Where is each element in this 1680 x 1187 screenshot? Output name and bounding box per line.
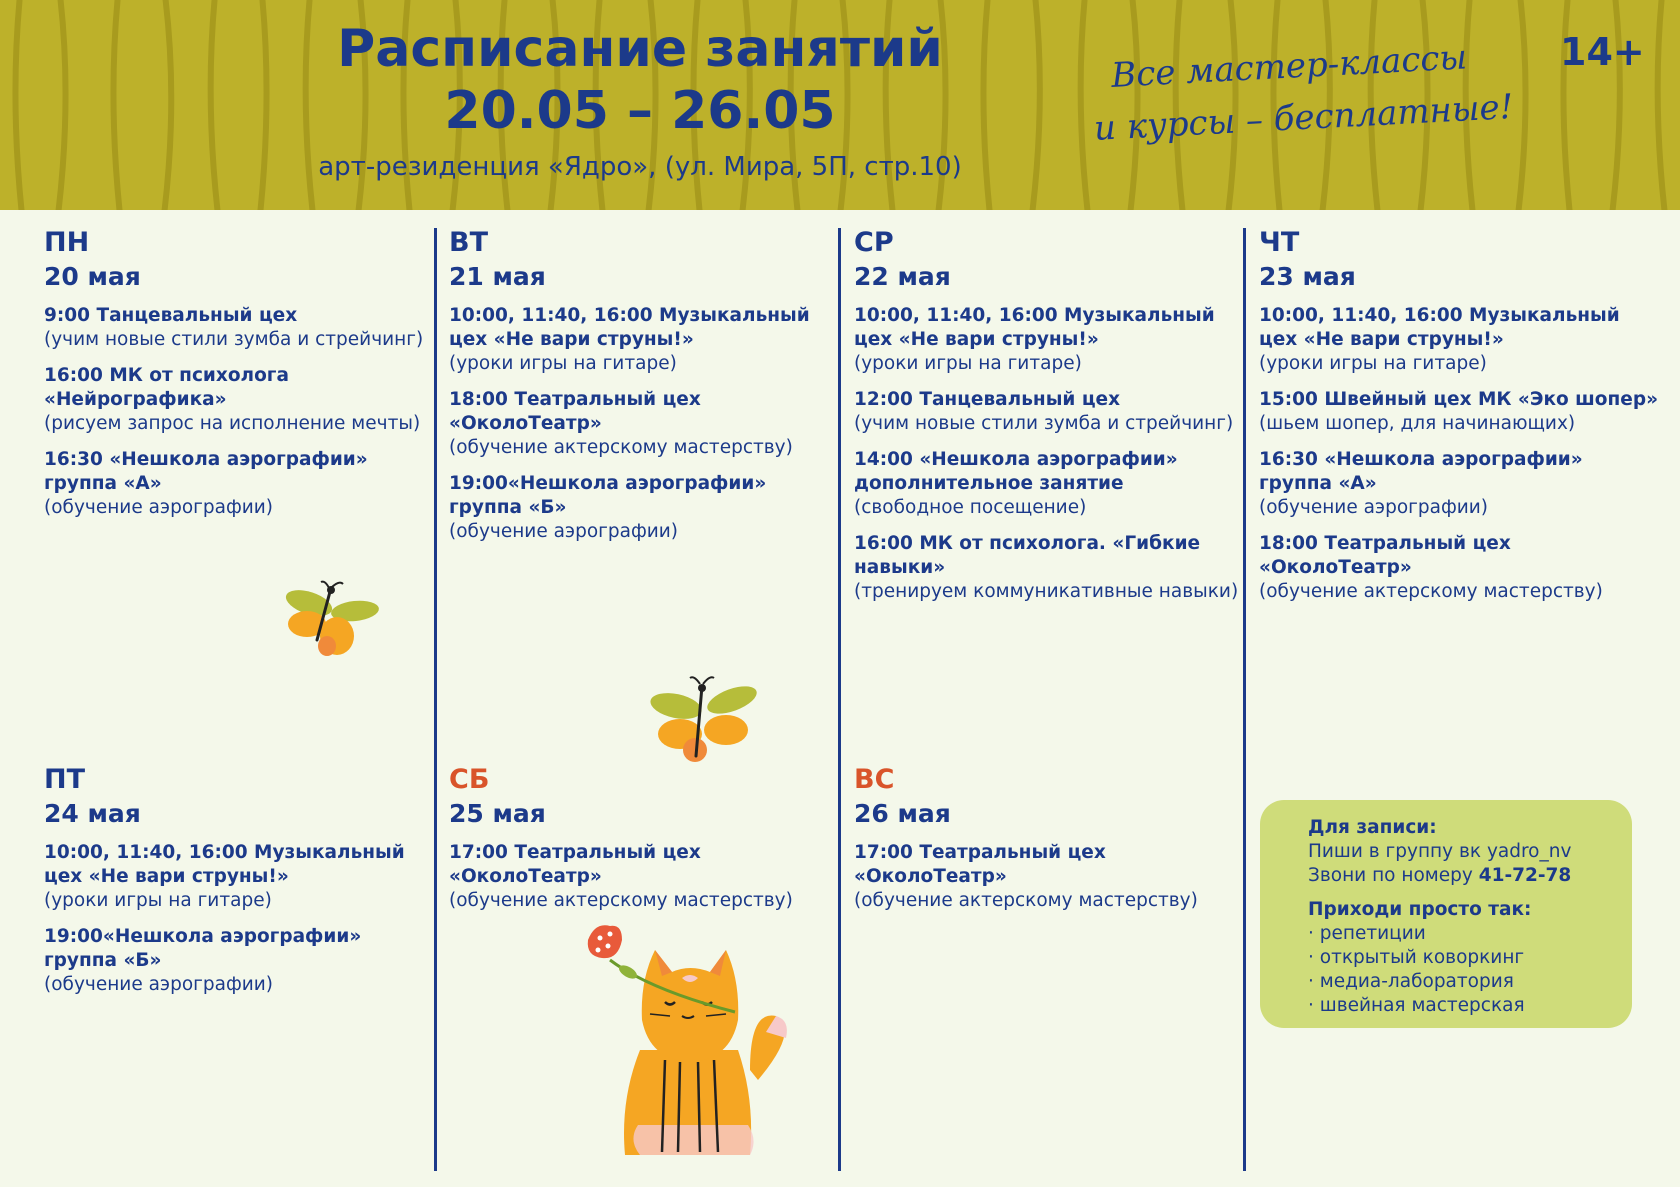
event-title: 10:00, 11:40, 16:00 Музыкальный цех «Не вари струны!» [449,305,810,350]
day-column-saturday [449,763,834,925]
day-date: 25 мая [449,799,546,828]
event-title: 17:00 Театральный цех «ОколоТеатр» [854,842,1106,887]
slogan-line-2: и курсы – бесплатные! [1093,87,1515,149]
event-item [449,388,834,460]
event-description: (обучение аэрографии) [449,521,679,542]
day-date: 22 мая [854,262,951,291]
event-description: (уроки игры на гитаре) [44,890,272,911]
signup-phone-prefix: Звони по номеру [1308,865,1479,886]
event-item [854,304,1239,376]
header-banner [0,0,1680,210]
event-title: 9:00 Танцевальный цех [44,305,298,326]
day-name: ПТ [44,764,86,795]
event-title: 12:00 Танцевальный цех [854,389,1121,410]
day-column-thursday [1259,226,1659,616]
event-item [449,472,834,544]
day-date: 20 мая [44,262,141,291]
event-item [1259,388,1659,436]
event-description: (обучение аэрографии) [44,974,274,995]
event-description: (уроки игры на гитаре) [854,353,1082,374]
event-title: 16:00 МК от психолога. «Гибкие навыки» [854,533,1201,578]
day-column-sunday [854,763,1239,925]
page-title [250,18,1030,142]
title-line-1: Расписание занятий [337,19,943,79]
event-item [449,304,834,376]
day-date: 21 мая [449,262,546,291]
slogan-line-1: Все мастер-классы [1110,37,1468,96]
event-item [44,448,429,520]
day-name: СБ [449,764,490,795]
event-title: 10:00, 11:40, 16:00 Музыкальный цех «Не вари струны!» [854,305,1215,350]
address-text: арт-резиденция «Ядро», (ул. Мира, 5П, стр.10) [318,152,962,182]
event-item [44,364,429,436]
walkin-label: Приходи просто так: [1308,899,1532,920]
day-name: СР [854,227,894,258]
event-item [1259,304,1659,376]
info-box [1260,800,1632,1028]
event-item [44,841,429,913]
event-title: 18:00 Театральный цех «ОколоТеатр» [449,389,701,434]
day-date: 24 мая [44,799,141,828]
event-description: (тренируем коммуникативные навыки) [854,581,1239,602]
column-divider [1243,228,1246,1171]
column-divider [838,228,841,1171]
age-rating: 14+ [1560,30,1645,74]
butterfly-illustration [285,578,381,662]
event-item [854,841,1239,913]
event-item [449,841,834,913]
walkin-item: · открытый коворкинг [1308,947,1525,968]
signup-vk-line: Пиши в группу вк yadro_nv [1308,841,1572,862]
event-description: (обучение актерскому мастерству) [449,437,793,458]
day-date: 23 мая [1259,262,1356,291]
event-title: 18:00 Театральный цех «ОколоТеатр» [1259,533,1511,578]
event-title: 14:00 «Нешкола аэрографии» дополнительное занятие [854,449,1178,494]
day-name: ВТ [449,227,488,258]
day-name: ПН [44,227,90,258]
event-title: 16:00 МК от психолога «Нейрографика» [44,365,289,410]
event-description: (обучение аэрографии) [44,497,274,518]
event-item [854,388,1239,436]
event-item [1259,532,1659,604]
event-title: 19:00«Нешкола аэрографии» группа «Б» [44,926,362,971]
day-date: 26 мая [854,799,951,828]
event-item [854,448,1239,520]
day-column-monday [44,226,429,532]
signup-phone-line [1308,864,1612,888]
event-item [1259,448,1659,520]
cat-with-flower-illustration [580,920,800,1170]
event-title: 16:30 «Нешкола аэрографии» группа «А» [44,449,368,494]
event-title: 17:00 Театральный цех «ОколоТеатр» [449,842,701,887]
event-description: (обучение актерскому мастерству) [1259,581,1603,602]
event-title: 10:00, 11:40, 16:00 Музыкальный цех «Не вари струны!» [44,842,405,887]
day-column-friday [44,763,429,1009]
event-title: 19:00«Нешкола аэрографии» группа «Б» [449,473,767,518]
event-description: (обучение актерскому мастерству) [854,890,1198,911]
event-description: (обучение аэрографии) [1259,497,1489,518]
event-title: 16:30 «Нешкола аэрографии» группа «А» [1259,449,1583,494]
column-divider [434,228,437,1171]
day-column-tuesday [449,226,834,556]
day-name: ЧТ [1259,227,1300,258]
event-item [854,532,1239,604]
event-description: (уроки игры на гитаре) [449,353,677,374]
butterfly-illustration [650,672,760,768]
event-description: (свободное посещение) [854,497,1087,518]
event-item [44,925,429,997]
event-description: (учим новые стили зумба и стрейчинг) [854,413,1234,434]
event-description: (обучение актерскому мастерству) [449,890,793,911]
walkin-item: · медиа-лаборатория [1308,971,1514,992]
day-column-wednesday [854,226,1239,616]
title-line-2: 20.05 – 26.05 [444,81,836,141]
event-description: (шьем шопер, для начинающих) [1259,413,1576,434]
signup-label: Для записи: [1308,817,1437,838]
event-title: 10:00, 11:40, 16:00 Музыкальный цех «Не вари струны!» [1259,305,1620,350]
event-item [44,304,429,352]
slogan [1093,28,1535,154]
walkin-item: · швейная мастерская [1308,995,1525,1016]
day-name: ВС [854,764,895,795]
phone-number: 41-72-78 [1478,865,1572,886]
walkin-item: · репетиции [1308,923,1426,944]
event-title: 15:00 Швейный цех МК «Эко шопер» [1259,389,1659,410]
event-description: (учим новые стили зумба и стрейчинг) [44,329,424,350]
event-description: (уроки игры на гитаре) [1259,353,1487,374]
event-description: (рисуем запрос на исполнение мечты) [44,413,421,434]
